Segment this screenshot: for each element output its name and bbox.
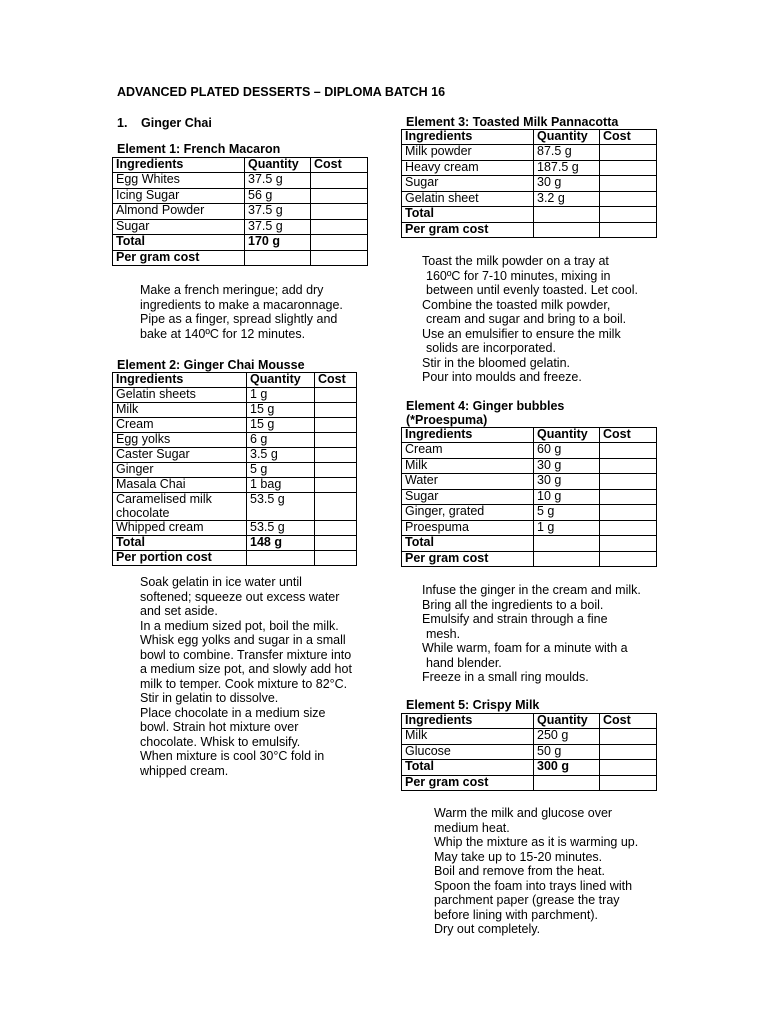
header-quantity: Quantity xyxy=(534,130,600,145)
method-line: Pour into moulds and freeze. xyxy=(422,370,582,384)
method-line: milk to temper. Cook mixture to 82°C. xyxy=(140,676,348,691)
cost-cell xyxy=(311,173,368,189)
quantity-cell: 53.5 g xyxy=(247,521,315,536)
method-line: While warm, foam for a minute with a xyxy=(422,641,628,655)
ingredient-cell: Glucose xyxy=(402,744,534,760)
method-line: Use an emulsifier to ensure the milk xyxy=(422,326,621,341)
ingredient-cell: Sugar xyxy=(113,219,245,235)
header-quantity: Quantity xyxy=(534,714,600,729)
ingredient-cell: Sugar xyxy=(402,176,534,192)
quantity-cell: 10 g xyxy=(534,489,600,505)
element-5-method xyxy=(434,806,638,937)
quantity-cell: 5 g xyxy=(247,463,315,478)
method-line: and set aside. xyxy=(140,604,218,618)
cost-cell xyxy=(600,536,657,552)
element-4-subtitle: (*Proespuma) xyxy=(406,413,488,427)
ingredient-cell: Egg yolks xyxy=(113,433,247,448)
method-line: Combine the toasted milk powder, xyxy=(422,297,611,312)
method-line: whipped cream. xyxy=(140,763,229,778)
cost-cell xyxy=(315,448,357,463)
total-value: 170 g xyxy=(245,235,311,251)
quantity-cell xyxy=(247,551,315,566)
quantity-cell: 87.5 g xyxy=(534,145,600,161)
header-ingredients: Ingredients xyxy=(113,373,247,388)
method-line: Stir in gelatin to dissolve. xyxy=(140,691,279,705)
total-label: Total xyxy=(402,207,534,223)
ingredient-cell: Whipped cream xyxy=(113,521,247,536)
cost-cell xyxy=(315,418,357,433)
cost-cell xyxy=(600,145,657,161)
method-line: solids are incorporated. xyxy=(426,341,556,355)
table-row xyxy=(113,188,368,204)
quantity-cell xyxy=(534,222,600,238)
element-1-table xyxy=(112,157,368,266)
per-cost-label: Per gram cost xyxy=(113,250,245,266)
table-row xyxy=(402,160,657,176)
quantity-cell: 37.5 g xyxy=(245,204,311,220)
ingredient-cell: Sugar xyxy=(402,489,534,505)
total-label: Total xyxy=(113,235,245,251)
method-line: Toast the milk powder on a tray at xyxy=(422,254,609,268)
cost-cell xyxy=(600,744,657,760)
section-name: Ginger Chai xyxy=(141,116,212,130)
quantity-cell: 60 g xyxy=(534,443,600,459)
element-4-table xyxy=(401,427,657,567)
cost-cell xyxy=(600,160,657,176)
method-line: May take up to 15-20 minutes. xyxy=(434,849,603,864)
header-cost: Cost xyxy=(600,130,657,145)
cost-cell xyxy=(315,493,357,521)
ingredient-cell: Milk powder xyxy=(402,145,534,161)
method-line: Dry out completely. xyxy=(434,922,541,936)
header-quantity: Quantity xyxy=(247,373,315,388)
header-cost: Cost xyxy=(311,158,368,173)
table-row xyxy=(402,520,657,536)
cost-cell xyxy=(315,463,357,478)
cost-cell xyxy=(600,760,657,776)
method-line: Bring all the ingredients to a boil. xyxy=(422,597,604,612)
ingredient-cell: Milk xyxy=(402,458,534,474)
cost-cell xyxy=(315,403,357,418)
quantity-cell: 1 bag xyxy=(247,478,315,493)
table-row xyxy=(402,489,657,505)
method-line: Make a french meringue; add dry xyxy=(140,283,324,297)
ingredient-cell: Proespuma xyxy=(402,520,534,536)
table-row xyxy=(402,191,657,207)
total-row xyxy=(113,235,368,251)
total-row xyxy=(402,207,657,223)
table-row xyxy=(402,176,657,192)
element-1-title: Element 1: French Macaron xyxy=(117,142,281,156)
method-line: Soak gelatin in ice water until xyxy=(140,575,302,589)
element-3-table xyxy=(401,129,657,238)
table-header-row xyxy=(113,373,357,388)
ingredient-cell: Icing Sugar xyxy=(113,188,245,204)
quantity-cell: 30 g xyxy=(534,176,600,192)
table-row xyxy=(113,403,357,418)
quantity-cell xyxy=(534,775,600,791)
table-row xyxy=(113,219,368,235)
per-cost-row xyxy=(113,250,368,266)
element-3-title: Element 3: Toasted Milk Pannacotta xyxy=(406,115,619,129)
total-label: Total xyxy=(113,536,247,551)
quantity-cell: 187.5 g xyxy=(534,160,600,176)
table-header-row xyxy=(402,130,657,145)
ingredient-cell: Water xyxy=(402,474,534,490)
quantity-cell xyxy=(534,551,600,567)
quantity-cell: 53.5 g xyxy=(247,493,315,521)
element-5-table xyxy=(401,713,657,791)
element-5-title: Element 5: Crispy Milk xyxy=(406,698,540,712)
method-line: between until evenly toasted. Let cool. xyxy=(426,283,638,297)
quantity-cell: 5 g xyxy=(534,505,600,521)
table-row xyxy=(402,505,657,521)
per-cost-row xyxy=(402,775,657,791)
quantity-cell: 15 g xyxy=(247,418,315,433)
total-label: Total xyxy=(402,536,534,552)
method-line: a medium size pot, and slowly add hot xyxy=(140,662,352,676)
ingredient-cell: Cream xyxy=(402,443,534,459)
quantity-cell: 1 g xyxy=(534,520,600,536)
cost-cell xyxy=(600,505,657,521)
method-line: Stir in the bloomed gelatin. xyxy=(422,355,571,370)
ingredient-cell: Gelatin sheets xyxy=(113,388,247,403)
header-quantity: Quantity xyxy=(534,428,600,443)
ingredient-cell: Heavy cream xyxy=(402,160,534,176)
cost-cell xyxy=(315,433,357,448)
table-row xyxy=(113,521,357,536)
method-line: Infuse the ginger in the cream and milk. xyxy=(422,583,641,597)
ingredient-cell: Ginger, grated xyxy=(402,505,534,521)
cost-cell xyxy=(311,188,368,204)
cost-cell xyxy=(600,176,657,192)
table-row xyxy=(402,729,657,745)
per-cost-row xyxy=(402,551,657,567)
element-2-method xyxy=(140,575,352,778)
table-header-row xyxy=(402,428,657,443)
header-cost: Cost xyxy=(600,428,657,443)
method-line: Spoon the foam into trays lined with xyxy=(434,878,633,893)
total-value xyxy=(534,536,600,552)
quantity-cell: 3.5 g xyxy=(247,448,315,463)
header-ingredients: Ingredients xyxy=(402,428,534,443)
method-line: Pipe as a finger, spread slightly and xyxy=(140,312,338,326)
cost-cell xyxy=(600,520,657,536)
table-row xyxy=(113,433,357,448)
cost-cell xyxy=(315,388,357,403)
element-2-table xyxy=(112,372,357,566)
element-4-title-text: Element 4: Ginger bubbles xyxy=(406,399,565,413)
method-line: mesh. xyxy=(426,626,461,641)
ingredient-cell: Caramelised milk chocolate xyxy=(113,493,247,521)
total-value xyxy=(534,207,600,223)
quantity-cell: 15 g xyxy=(247,403,315,418)
cost-cell xyxy=(311,250,368,266)
quantity-cell: 3.2 g xyxy=(534,191,600,207)
per-cost-label: Per portion cost xyxy=(113,551,247,566)
table-row xyxy=(402,443,657,459)
table-row xyxy=(113,173,368,189)
per-cost-label: Per gram cost xyxy=(402,222,534,238)
ingredient-cell: Egg Whites xyxy=(113,173,245,189)
method-line: hand blender. xyxy=(426,655,502,670)
method-line: softened; squeeze out excess water xyxy=(140,589,340,604)
header-cost: Cost xyxy=(315,373,357,388)
header-ingredients: Ingredients xyxy=(113,158,245,173)
quantity-cell: 250 g xyxy=(534,729,600,745)
method-line: Emulsify and strain through a fine xyxy=(422,612,608,626)
element-1-method xyxy=(140,283,343,341)
method-line: bowl to combine. Transfer mixture into xyxy=(140,647,352,662)
quantity-cell: 37.5 g xyxy=(245,219,311,235)
header-ingredients: Ingredients xyxy=(402,714,534,729)
total-value: 148 g xyxy=(247,536,315,551)
cost-cell xyxy=(600,458,657,474)
element-3-method xyxy=(422,254,638,385)
method-line: In a medium sized pot, boil the milk. xyxy=(140,618,339,633)
per-cost-label: Per gram cost xyxy=(402,551,534,567)
quantity-cell xyxy=(245,250,311,266)
table-header-row xyxy=(402,714,657,729)
cost-cell xyxy=(315,551,357,566)
ingredient-cell: Masala Chai xyxy=(113,478,247,493)
per-cost-row xyxy=(402,222,657,238)
cost-cell xyxy=(315,521,357,536)
per-cost-row xyxy=(113,551,357,566)
quantity-cell: 30 g xyxy=(534,474,600,490)
cost-cell xyxy=(600,551,657,567)
method-line: Warm the milk and glucose over xyxy=(434,806,613,820)
ingredient-cell: Cream xyxy=(113,418,247,433)
method-line: medium heat. xyxy=(434,820,510,835)
table-row xyxy=(113,463,357,478)
cost-cell xyxy=(315,478,357,493)
header-ingredients: Ingredients xyxy=(402,130,534,145)
cost-cell xyxy=(600,222,657,238)
method-line: ingredients to make a macaronnage. xyxy=(140,297,343,312)
cost-cell xyxy=(600,443,657,459)
ingredient-cell: Milk xyxy=(402,729,534,745)
ingredient-cell: Milk xyxy=(113,403,247,418)
method-line: Whip the mixture as it is warming up. xyxy=(434,835,639,849)
cost-cell xyxy=(311,219,368,235)
table-row xyxy=(113,388,357,403)
cost-cell xyxy=(600,729,657,745)
element-4-method xyxy=(422,583,641,685)
header-quantity: Quantity xyxy=(245,158,311,173)
table-row xyxy=(113,418,357,433)
table-row xyxy=(402,458,657,474)
total-row xyxy=(402,760,657,776)
table-row xyxy=(113,478,357,493)
table-header-row xyxy=(113,158,368,173)
method-line: bake at 140ºC for 12 minutes. xyxy=(140,326,306,341)
cost-cell xyxy=(311,204,368,220)
per-cost-label: Per gram cost xyxy=(402,775,534,791)
total-row xyxy=(402,536,657,552)
table-row xyxy=(402,474,657,490)
table-row xyxy=(113,204,368,220)
table-row xyxy=(402,145,657,161)
method-line: When mixture is cool 30°C fold in xyxy=(140,749,325,763)
table-row xyxy=(113,493,357,521)
element-2-title: Element 2: Ginger Chai Mousse xyxy=(117,358,305,372)
method-line: Freeze in a small ring moulds. xyxy=(422,670,589,684)
method-line: Boil and remove from the heat. xyxy=(434,864,605,878)
cost-cell xyxy=(311,235,368,251)
quantity-cell: 37.5 g xyxy=(245,173,311,189)
method-line: chocolate. Whisk to emulsify. xyxy=(140,734,301,749)
element-4-title xyxy=(406,399,564,427)
ingredient-cell: Caster Sugar xyxy=(113,448,247,463)
method-line: Whisk egg yolks and sugar in a small xyxy=(140,633,346,647)
section-heading xyxy=(117,116,212,130)
cost-cell xyxy=(600,207,657,223)
quantity-cell: 1 g xyxy=(247,388,315,403)
method-line: 160ºC for 7-10 minutes, mixing in xyxy=(426,268,611,283)
cost-cell xyxy=(600,191,657,207)
document-title: ADVANCED PLATED DESSERTS – DIPLOMA BATCH 16 xyxy=(117,85,446,99)
table-row xyxy=(402,744,657,760)
section-number: 1. xyxy=(117,116,128,130)
table-row xyxy=(113,448,357,463)
method-line: cream and sugar and bring to a boil. xyxy=(426,312,627,326)
quantity-cell: 30 g xyxy=(534,458,600,474)
method-line: Place chocolate in a medium size xyxy=(140,705,326,720)
cost-cell xyxy=(600,489,657,505)
cost-cell xyxy=(600,474,657,490)
total-row xyxy=(113,536,357,551)
quantity-cell: 56 g xyxy=(245,188,311,204)
total-value: 300 g xyxy=(534,760,600,776)
total-label: Total xyxy=(402,760,534,776)
ingredient-cell: Ginger xyxy=(113,463,247,478)
cost-cell xyxy=(600,775,657,791)
method-line: before lining with parchment). xyxy=(434,907,598,922)
quantity-cell: 6 g xyxy=(247,433,315,448)
method-line: bowl. Strain hot mixture over xyxy=(140,720,299,734)
method-line: parchment paper (grease the tray xyxy=(434,893,620,907)
ingredient-cell: Gelatin sheet xyxy=(402,191,534,207)
ingredient-cell: Almond Powder xyxy=(113,204,245,220)
header-cost: Cost xyxy=(600,714,657,729)
quantity-cell: 50 g xyxy=(534,744,600,760)
cost-cell xyxy=(315,536,357,551)
